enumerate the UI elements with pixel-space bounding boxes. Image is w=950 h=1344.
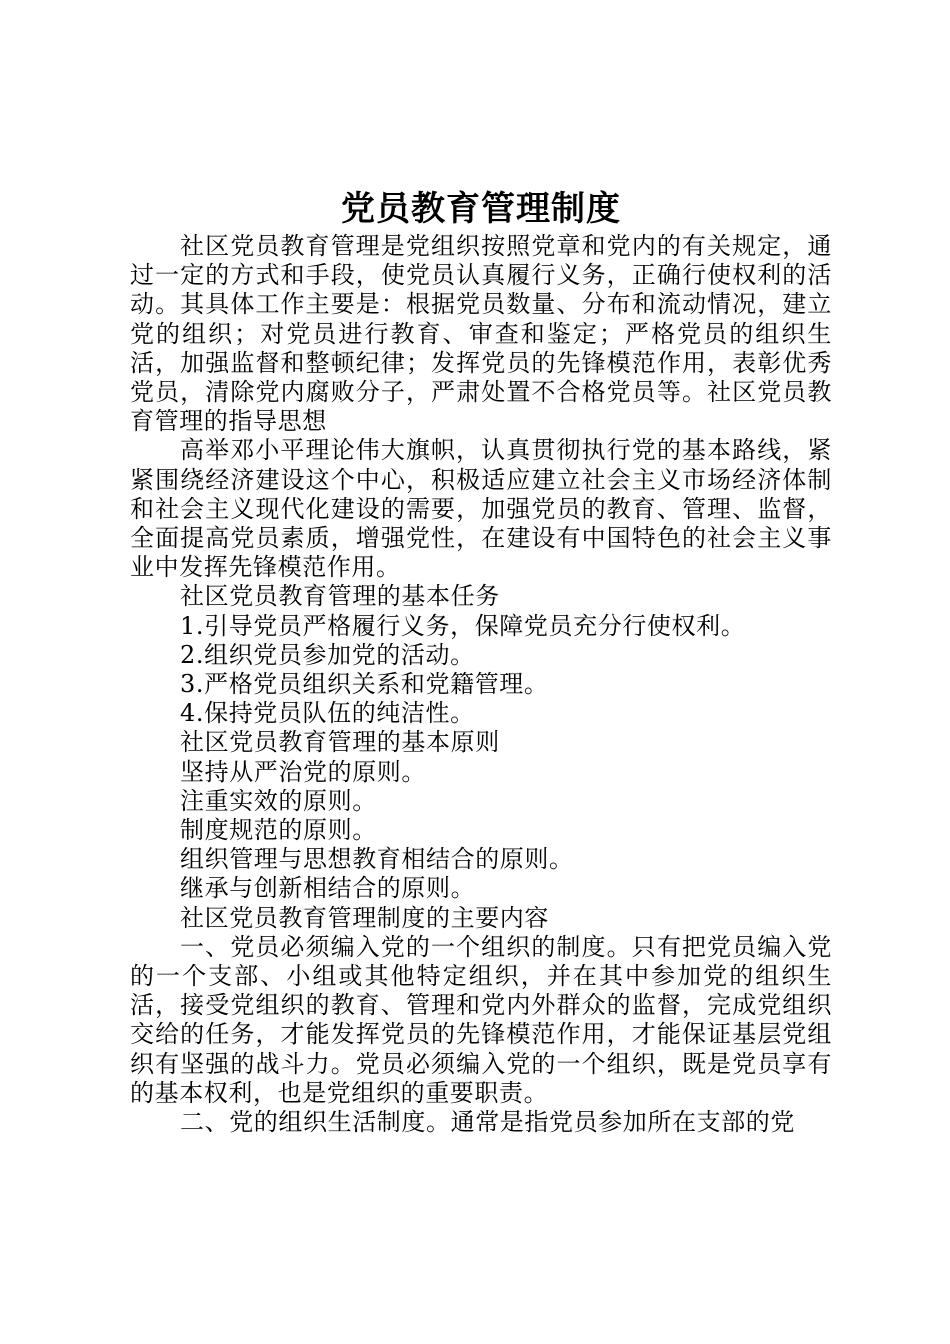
heading-basic-principles: 社区党员教育管理的基本原则 xyxy=(180,728,500,757)
paragraph-intro: 社区党员教育管理是党组织按照党章和党内的有关规定，通过一定的方式和手段，使党员认真履行义务，正确行使权利的活动。其具体工作主要是：根据党员数量、分布和流动情况，建立党的组织；对党员进行教育、审查和鉴定；严格党员的组织生活，加强监督和整顿纪律；发挥党员的先锋模范作用，表彰优秀党员，清除党内腐败分子，严肃处置不合格党员等。社区党员教育管理的指导思想 xyxy=(130,232,832,436)
paragraph-section-two: 二、党的组织生活制度。通常是指党员参加所在支部的党 xyxy=(180,1108,795,1137)
paragraph-guiding-thought: 高举邓小平理论伟大旗帜，认真贯彻执行党的基本路线，紧紧围绕经济建设这个中心，积极适应建立社会主义市场经济体制和社会主义现代化建设的需要，加强党员的教育、管理、监督，全面提高党员素质，增强党性，在建设有中国特色的社会主义事业中发挥先锋模范作用。 xyxy=(130,436,832,582)
list-item-principle-3: 制度规范的原则。 xyxy=(180,816,377,845)
list-item-principle-4: 组织管理与思想教育相结合的原则。 xyxy=(180,845,574,874)
list-item-task-4: 4.保持党员队伍的纯洁性。 xyxy=(180,699,475,728)
paragraph-section-one: 一、党员必须编入党的一个组织的制度。只有把党员编入党的一个支部、小组或其他特定组织，并在其中参加党的组织生活，接受党组织的教育、管理和党内外群众的监督，完成党组织交给的任务，才能发挥党员的先锋模范作用，才能保证基层党组织有坚强的战斗力。党员必须编入党的一个组织，既是党员享有的基本权利，也是党组织的重要职责。 xyxy=(130,932,832,1107)
list-item-principle-5: 继承与创新相结合的原则。 xyxy=(180,874,476,903)
document-page xyxy=(130,186,832,1137)
list-item-principle-2: 注重实效的原则。 xyxy=(180,786,377,815)
list-item-task-1: 1.引导党员严格履行义务，保障党员充分行使权利。 xyxy=(180,611,746,640)
list-item-principle-1: 坚持从严治党的原则。 xyxy=(180,757,426,786)
heading-main-content: 社区党员教育管理制度的主要内容 xyxy=(180,903,549,932)
heading-basic-tasks: 社区党员教育管理的基本任务 xyxy=(180,582,500,611)
list-item-task-3: 3.严格党员组织关系和党籍管理。 xyxy=(180,670,549,699)
list-item-task-2: 2.组织党员参加党的活动。 xyxy=(180,640,475,669)
document-title: 党员教育管理制度 xyxy=(341,189,621,229)
